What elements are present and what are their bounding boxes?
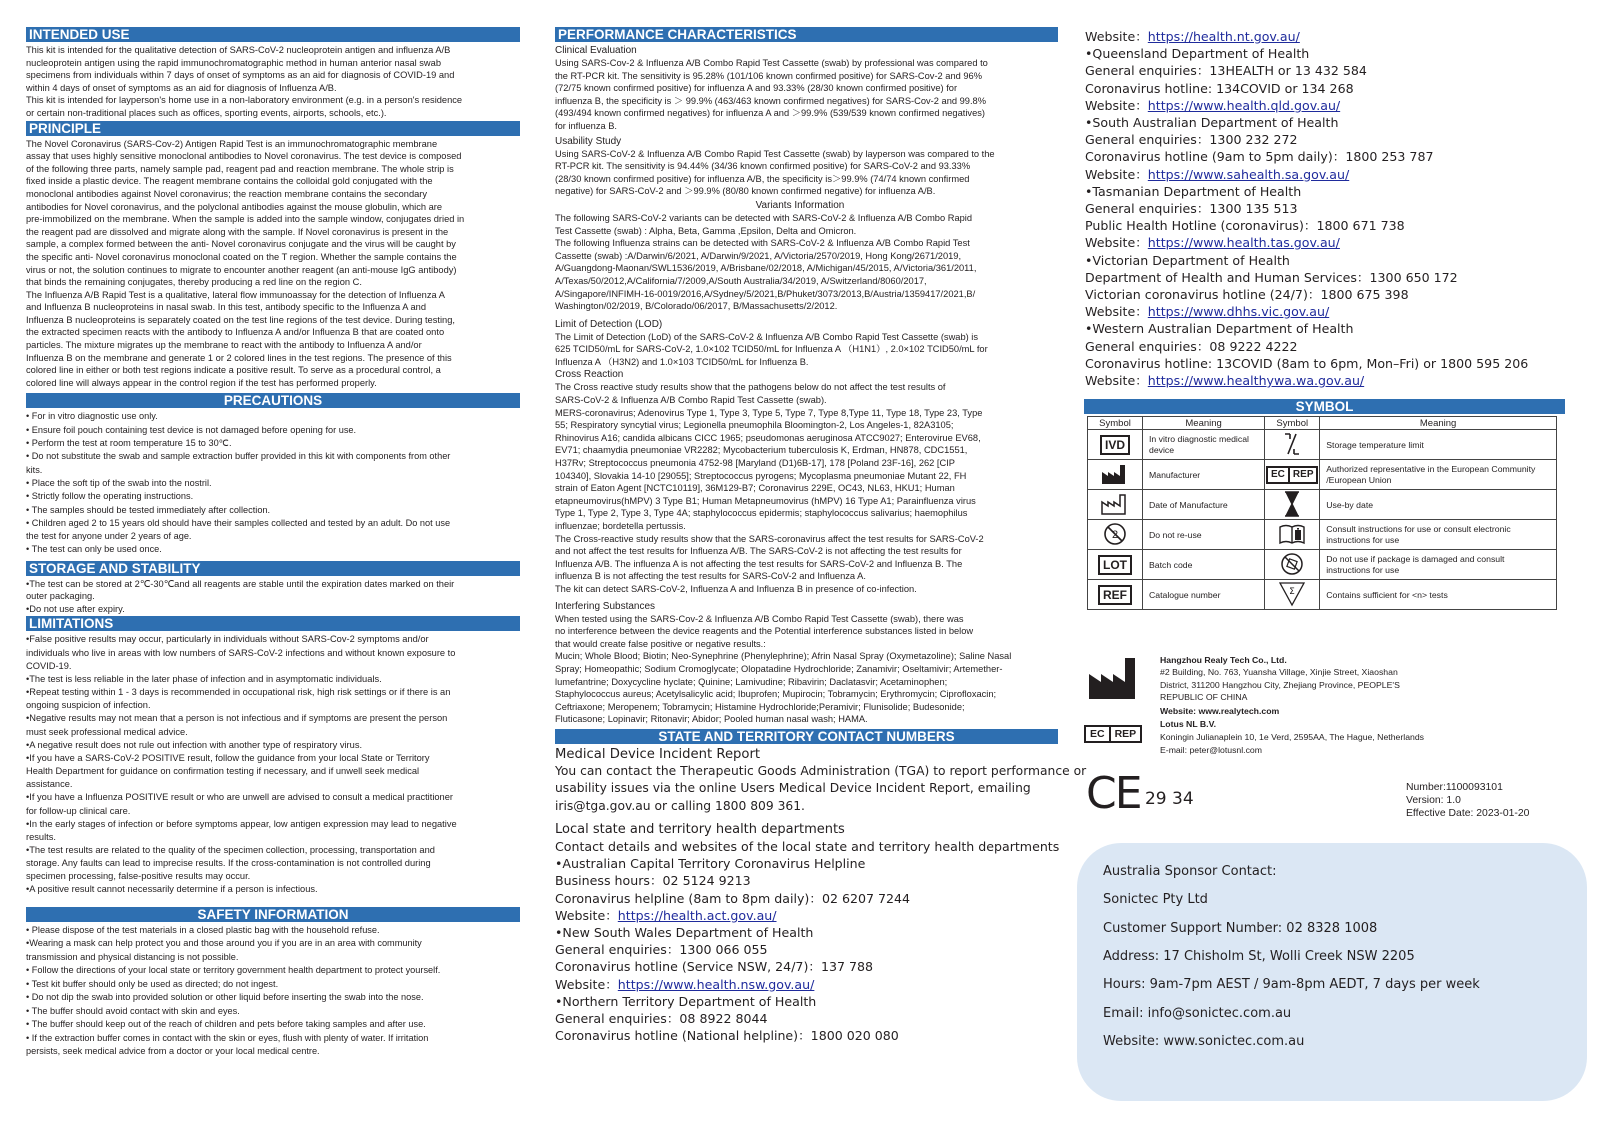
nsw-website-link[interactable]: https://www.health.nsw.gov.au/ bbox=[617, 976, 815, 992]
symbol-meaning: Consult instructions for use or consult electronic instructions for use bbox=[1320, 520, 1557, 550]
text-line: • Follow the directions of your local state or territory government health department to protect yourself. bbox=[26, 965, 441, 976]
website-label: Website： bbox=[555, 907, 618, 923]
text-line: The Limit of Detection (LoD) of the SARS-CoV-2 & Influenza A/B Combo Rapid Test Cassette (swab) is bbox=[555, 331, 979, 342]
text-line: Washington/02/2019, B/Colorado/06/2017, B/Massachusetts/2/2012. bbox=[555, 301, 838, 312]
text-line: REPUBLIC OF CHINA bbox=[1160, 691, 1248, 702]
column-right bbox=[1085, 28, 1580, 610]
text-line: •New South Wales Department of Health bbox=[555, 924, 814, 940]
text-line: You can contact the Therapeutic Goods Administration (TGA) to report performance or bbox=[555, 764, 1087, 779]
ec-rep-name: Lotus NL B.V. bbox=[1160, 719, 1216, 729]
safety-text bbox=[26, 924, 520, 1059]
text-line: Influenza A （H3N2) and 1.0×103 TCID50/mL for Influenza B. bbox=[555, 356, 809, 367]
text-line: virus or not, the solution continues to migrate to encounter another reagent (an anti-mouse IgG antibody) bbox=[26, 264, 457, 275]
tas-website-row bbox=[1085, 234, 1580, 251]
text-line: • Test kit buffer should only be used as directed; do not ingest. bbox=[26, 978, 279, 989]
sa-website-row bbox=[1085, 166, 1580, 183]
ce-mark bbox=[1086, 768, 1194, 819]
text-line: Business hours：02 5124 9213 bbox=[555, 873, 751, 889]
text-line: •If you have a SARS-CoV-2 POSITIVE result, follow the guidance from your local State or Territory bbox=[26, 752, 430, 763]
text-line: the extracted specimen reacts with the antibody to Influenza A and/or Influenza B that are coated onto bbox=[26, 327, 445, 338]
sa-website-link[interactable]: https://www.sahealth.sa.gov.au/ bbox=[1147, 166, 1350, 182]
text-line: and not affect the test results for Influenza A/B. The SARS-CoV-2 is not affecting the test results for bbox=[555, 546, 962, 557]
nsw-website-row bbox=[555, 976, 1058, 993]
text-line: monoclonal antibodies against Novel coronavirus; the reaction membrane contains the secondary bbox=[26, 188, 428, 199]
act-contact bbox=[555, 838, 1058, 907]
act-website-row bbox=[555, 907, 1058, 924]
symbol-meaning: Do not re-use bbox=[1143, 520, 1265, 550]
vic-website-link[interactable]: https://www.dhhs.vic.gov.au/ bbox=[1147, 304, 1330, 320]
symbol-table bbox=[1087, 416, 1557, 610]
text-line: individuals who live in areas with low numbers of SARS-CoV-2 infections and without known exposure to bbox=[26, 647, 456, 658]
text-line: influenzae; bordetella pertussis. bbox=[555, 521, 686, 531]
lod-heading: Limit of Detection (LOD) bbox=[555, 318, 663, 330]
text-line: • The buffer should avoid contact with skin and eyes. bbox=[26, 1005, 240, 1016]
vic-website-row bbox=[1085, 303, 1580, 320]
website-label: Website： bbox=[1085, 235, 1148, 251]
nt-website-row bbox=[1085, 28, 1580, 45]
section-title-storage: STORAGE AND STABILITY bbox=[26, 561, 520, 576]
text-line: The Influenza A/B Rapid Test is a qualitative, lateral flow immunoassay for the detection of Influenza A bbox=[26, 289, 445, 300]
svg-text:2: 2 bbox=[1111, 528, 1119, 541]
text-line: General enquiries：08 8922 8044 bbox=[555, 1010, 768, 1026]
text-line: The Novel Coronavirus (SARS-Cov-2) Antigen Rapid Test is an immunochromatographic membrane bbox=[26, 138, 438, 149]
text-line: assay that uses highly sensitive monoclonal antibodies to Novel coronavirus. The test device is composed bbox=[26, 151, 462, 162]
meaning-header: Meaning bbox=[1320, 417, 1557, 430]
text-line: Public Health Hotline (coronavirus)：1800 671 738 bbox=[1085, 218, 1405, 234]
document-info bbox=[1406, 781, 1529, 820]
text-line: • Strictly follow the operating instructions. bbox=[26, 491, 194, 502]
website-label: Website： bbox=[1085, 373, 1148, 389]
storage-text bbox=[26, 578, 520, 616]
text-line: Test Cassette (swab) : Alpha, Beta, Gamma ,Epsilon, Delta and Omicron. bbox=[555, 225, 857, 236]
text-line: Ceftriaxone; Meropenem; Tobramycin; Histamine Hydrochloride;Peramivir; Flunisolide; Budesonide; bbox=[555, 701, 965, 712]
text-line: antibodies for Novel coronavirus, and the polyclonal antibodies against the mouse globulin, which are bbox=[26, 201, 443, 212]
text-line: specimens from individuals within 7 days of onset of symptoms as an aid for diagnosis of COVID-19 and bbox=[26, 70, 455, 81]
text-line: must seek professional medical advice. bbox=[26, 726, 188, 737]
column-left bbox=[26, 26, 520, 1059]
website-label: Website： bbox=[555, 976, 618, 992]
date-of-manufacture-icon bbox=[1088, 490, 1143, 520]
text-line: •Australian Capital Territory Coronavirus Helpline bbox=[555, 856, 866, 872]
damaged-package-icon bbox=[1265, 550, 1320, 580]
text-line: • Ensure foil pouch containing test device is not damaged before opening for use. bbox=[26, 424, 357, 435]
text-line: for follow-up clinical care. bbox=[26, 805, 131, 816]
table-row bbox=[1088, 460, 1557, 490]
text-line: (28/30 known confirmed positive) for influenza A/B, the specificity is＞99.9% (74/74 known confirmed bbox=[555, 173, 970, 184]
symbol-header: Symbol bbox=[1265, 417, 1320, 430]
sponsor-address: Address: 17 Chisholm St, Wolli Creek NSW 2205 bbox=[1103, 949, 1415, 964]
text-line: • Do not substitute the swab and sample extraction buffer provided in this kit with components from other bbox=[26, 451, 451, 462]
website-label: Website： bbox=[1085, 304, 1148, 320]
text-line: A/Guangdong-Maonan/SWL1536/2019, A/Brisbane/02/2018, A/Michigan/45/2015, A/Victoria/361/2011, bbox=[555, 263, 977, 274]
text-line: Coronavirus hotline (9am to 5pm daily)：1800 253 787 bbox=[1085, 149, 1434, 165]
text-line: Effective Date: 2023-01-20 bbox=[1406, 808, 1530, 819]
svg-text:Σ: Σ bbox=[1289, 586, 1296, 597]
text-line: Coronavirus hotline (Service NSW, 24/7)：137 788 bbox=[555, 959, 874, 975]
symbol-header: Symbol bbox=[1088, 417, 1143, 430]
text-line: Version: 1.0 bbox=[1406, 795, 1461, 806]
text-line: • Please dispose of the test materials in a closed plastic bag with the household refuse. bbox=[26, 924, 380, 935]
cross-heading: Cross Reaction bbox=[555, 369, 624, 381]
text-line: MERS-coronavirus; Adenovirus Type 1, Type 3, Type 5, Type 7, Type 8,Type 11, Type 18, Type 23, Type bbox=[555, 407, 983, 418]
text-line: RT-PCR kit. The sensitivity is 94.44% (34/36 known confirmed positive) for SARS-CoV-2 and 93.33% bbox=[555, 161, 971, 172]
text-line: When tested using the SARS-Cov-2 & Influenza A/B Combo Rapid Test Cassette (swab), there was bbox=[555, 613, 964, 624]
meaning-header: Meaning bbox=[1143, 417, 1265, 430]
text-line: COVID-19. bbox=[26, 660, 72, 671]
table-row bbox=[1088, 430, 1557, 460]
text-line: the RT-PCR kit. The sensitivity is 95.28% (101/106 known confirmed positive) for SARS-Cov-2 and 96% bbox=[555, 70, 982, 81]
lod-text bbox=[555, 331, 1058, 369]
lot-icon: LOT bbox=[1088, 550, 1143, 580]
text-line: Using SARS-Cov-2 & Influenza A/B Combo Rapid Test Cassette (swab) by professional was compared to bbox=[555, 58, 988, 68]
text-line: sample, a complex formed between the anti- Novel coronavirus conjugate and the virus will be caught by bbox=[26, 239, 456, 250]
incident-text bbox=[555, 763, 1087, 815]
text-line: General enquiries：1300 066 055 bbox=[555, 942, 768, 958]
interfering-heading: Interfering Substances bbox=[555, 600, 656, 612]
text-line: that binds the remaining conjugates, thereby producing a red line on the region C. bbox=[26, 277, 362, 288]
text-line: influenza B, the specificity is ＞ 99.9% (463/463 known confirmed negatives) for SARS-Cov-2 and 99.8% bbox=[555, 95, 986, 106]
section-title-precautions: PRECAUTIONS bbox=[26, 393, 520, 408]
text-line: •Wearing a mask can help protect you and those around you if you are in an area with community bbox=[26, 938, 422, 949]
text-line: •The test can be stored at 2℃-30℃and all reagents are stable until the expiration dates marked on their bbox=[26, 578, 455, 589]
text-line: outer packaging. bbox=[26, 591, 95, 602]
text-line: • Perform the test at room temperature 15 to 30℃. bbox=[26, 438, 232, 449]
tas-contact bbox=[1085, 183, 1580, 235]
text-line: The Cross reactive study results show that the pathogens below do not affect the test results of bbox=[555, 382, 946, 393]
text-line: or certain non-traditional places such as offices, sporting events, airports, schools, etc.). bbox=[26, 107, 387, 118]
text-line: •In the early stages of infection or before symptoms appear, low antigen expression may lead to negative bbox=[26, 818, 457, 829]
qld-contact bbox=[1085, 45, 1580, 97]
text-line: results. bbox=[26, 831, 56, 842]
usability-heading: Usability Study bbox=[555, 135, 622, 147]
text-line: for influenza B. bbox=[555, 120, 618, 131]
text-line: influenza B is not affecting the test results for SARS-CoV-2 and Influenza A. bbox=[555, 571, 866, 582]
website-label: Website： bbox=[1085, 166, 1148, 182]
manufacturer-icon bbox=[1088, 656, 1146, 700]
text-line: Fluticasone; Lopinavir; Ritonavir; Abidor; Pooled human nasal wash; HAMA. bbox=[555, 714, 868, 725]
text-line: colored line in either or both test regions indicate a positive result. To serve as a procedural control, a bbox=[26, 365, 441, 376]
text-line: Mucin; Whole Blood; Biotin; Neo-Synephrine (Phenylephrine); Afrin Nasal Spray (Oxymetazoline); Saline Nasal bbox=[555, 651, 1012, 662]
text-line: 104340], Slovakia 14-10 [29055]; Streptococcus pyrogens; Mycoplasma pneumoniae Mutant 22, FH bbox=[555, 470, 967, 481]
clinical-heading: Clinical Evaluation bbox=[555, 45, 637, 56]
contains-sufficient-icon bbox=[1265, 580, 1320, 610]
symbol-meaning: Manufacturer bbox=[1143, 460, 1265, 490]
wa-website-row bbox=[1085, 372, 1580, 389]
website-label: Website： bbox=[1085, 97, 1148, 113]
act-website-link[interactable]: https://health.act.gov.au/ bbox=[617, 907, 777, 923]
text-line: General enquiries：08 9222 4222 bbox=[1085, 338, 1298, 354]
sa-contact bbox=[1085, 114, 1580, 166]
text-line: 55; Respiratory syncytial virus; Legionella pneumophila Bloomington-2, Los Angeles-1, 82A3105; bbox=[555, 420, 954, 431]
text-line: •Tasmanian Department of Health bbox=[1085, 183, 1302, 199]
text-line: 625 TCID50/mL for SARS-CoV-2, 1.0×102 TCID50/mL for Influenza A （H1N1）, 2.0×102 TCID50/mL for bbox=[555, 344, 988, 355]
ivd-icon: IVD bbox=[1088, 430, 1143, 460]
text-line: transmission and physical distancing is not possible. bbox=[26, 951, 239, 962]
text-line: A/Texas/50/2012,A/California/7/2009,A/South Australia/34/2019, A/Switzerland/8060/2017, bbox=[555, 275, 927, 286]
sponsor-contact-box bbox=[1077, 843, 1587, 1101]
text-line: • The samples should be tested immediately after collection. bbox=[26, 504, 271, 515]
notified-body-number: 29 34 bbox=[1144, 789, 1194, 809]
text-line: Spray; Homeopathic; Sodium Cromoglycate; Olopatadine Hydrochloride; Zanamivir; Oseltamivir; Artemether- bbox=[555, 663, 1003, 674]
symbol-meaning: Authorized representative in the European Community /European Union bbox=[1320, 460, 1557, 490]
text-line: • If the extraction buffer comes in contact with the skin or eyes, flush with plenty of water. If irritation bbox=[26, 1032, 429, 1043]
principle-text bbox=[26, 138, 520, 390]
text-line: This kit is intended for layperson's home use in a non-laboratory environment (e.g. in a person's residence bbox=[26, 95, 463, 106]
manufacturer-address bbox=[1160, 666, 1460, 703]
symbol-meaning: Contains sufficient for <n> tests bbox=[1320, 580, 1557, 610]
sponsor-phone: Customer Support Number: 02 8328 1008 bbox=[1103, 921, 1378, 936]
text-line: •A positive result cannot necessarily determine if a person is infectious. bbox=[26, 884, 318, 895]
column-middle bbox=[555, 26, 1087, 1044]
table-row bbox=[1088, 550, 1557, 580]
qld-website-link[interactable]: https://www.health.qld.gov.au/ bbox=[1147, 97, 1341, 113]
wa-website-link[interactable]: https://www.healthywa.wa.gov.au/ bbox=[1147, 373, 1365, 389]
usability-text bbox=[555, 148, 1058, 198]
text-line: The Cross-reactive study results show that the SARS-coronavirus affect the test results for SARS-CoV-2 bbox=[555, 533, 984, 544]
nsw-contact bbox=[555, 924, 1058, 976]
sponsor-name: Sonictec Pty Ltd bbox=[1103, 892, 1208, 907]
text-line: negative) for SARS-CoV-2 and ＞99.9% (80/80 known confirmed negative) for influenza A/B. bbox=[555, 186, 936, 197]
nt-website-link[interactable]: https://health.nt.gov.au/ bbox=[1147, 29, 1300, 44]
text-line: usability issues via the online Users Medical Device Incident Report, emailing bbox=[555, 781, 1031, 796]
vic-contact bbox=[1085, 252, 1580, 304]
section-title-principle: PRINCIPLE bbox=[26, 121, 520, 136]
nt-contact bbox=[555, 993, 1058, 1045]
text-line: Type 1, Type 2, Type 3, Type 4A; staphylococcus epidermis; staphylococcus salivarius; haemophilus bbox=[555, 508, 968, 519]
sponsor-heading: Australia Sponsor Contact: bbox=[1103, 864, 1277, 879]
hourglass-icon bbox=[1265, 490, 1320, 520]
limitations-text bbox=[26, 633, 520, 896]
variants-text bbox=[555, 212, 1058, 313]
text-line: of the following three parts, namely sample pad, reagent pad and reaction membrane. The whole strip is bbox=[26, 163, 454, 174]
text-line: • Children aged 2 to 15 years old should have their samples collected and tested by an adult. Do not use bbox=[26, 517, 451, 528]
text-line: the test for anyone under 2 years of age. bbox=[26, 531, 192, 542]
manufacturer-website: Website: www.realytech.com bbox=[1160, 706, 1280, 717]
text-line: kits. bbox=[26, 464, 43, 475]
temperature-limit-icon bbox=[1265, 430, 1320, 460]
website-label: Website： bbox=[1085, 29, 1148, 44]
incident-heading: Medical Device Incident Report bbox=[555, 746, 761, 762]
text-line: EV71; chaamydia pneumoniae VR2282; Mycobacterium tuberculosis K, Erdman, HN878, CDC1551, bbox=[555, 445, 968, 456]
text-line: Coronavirus hotline (National helpline)：1800 020 080 bbox=[555, 1028, 899, 1044]
clinical-text bbox=[555, 57, 1058, 133]
text-line: ongoing suspicion of infection. bbox=[26, 700, 151, 711]
text-line: •South Australian Department of Health bbox=[1085, 115, 1339, 131]
text-line: Coronavirus hotline: 13COVID (8am to 6pm, Mon–Fri) or 1800 595 206 bbox=[1085, 355, 1529, 371]
text-line: (72/75 known confirmed positive) for influenza A and 93.33% (28/30 known confirmed positive) for bbox=[555, 83, 958, 94]
symbol-meaning: Batch code bbox=[1143, 550, 1265, 580]
text-line: Cassette (swab) :A/Darwin/6/2021, A/Darwin/9/2021, A/Victoria/2570/2019, Hong Kong/2671/2019, bbox=[555, 250, 962, 261]
tas-website-link[interactable]: https://www.health.tas.gov.au/ bbox=[1147, 235, 1340, 251]
text-line: Coronavirus helpline (8am to 8pm daily)：02 6207 7244 bbox=[555, 890, 911, 906]
text-line: Coronavirus hotline: 134COVID or 134 268 bbox=[1085, 80, 1354, 96]
text-line: Department of Health and Human Services：1300 650 172 bbox=[1085, 269, 1458, 285]
text-line: • Place the soft tip of the swab into the nostril. bbox=[26, 477, 212, 488]
text-line: storage. Any faults can lead to imprecise results. If the cross-contamination is not controlled during bbox=[26, 858, 431, 869]
table-row bbox=[1088, 490, 1557, 520]
text-line: Victorian coronavirus hotline (24/7)：1800 675 398 bbox=[1085, 287, 1409, 303]
text-line: The kit can detect SARS-CoV-2, Influenza A and Influenza B in presence of co-infection. bbox=[555, 583, 917, 594]
text-line: persists, seek medical advice from a doctor or your local medical centre. bbox=[26, 1046, 320, 1057]
text-line: the reagent pad are dissolved and migrate along with the sample. If Novel coronavirus is present in the bbox=[26, 226, 449, 237]
text-line: that would create false positive or negative results.: bbox=[555, 638, 766, 649]
text-line: (493/494 known confirmed negatives) for influenza A and ＞99.9% (539/539 known confirmed negatives) bbox=[555, 108, 985, 119]
text-line: •Victorian Department of Health bbox=[1085, 252, 1290, 268]
text-line: District, 311200 Hangzhou City, Zhejiang Province, PEOPLE'S bbox=[1160, 679, 1400, 690]
text-line: lumefantrine; Doxycycline hyclate; Quinine; Lamivudine; Ribavirin; Daclatasvir; Acetaminophen; bbox=[555, 676, 948, 687]
text-line: • The test can only be used once. bbox=[26, 544, 162, 555]
symbol-meaning: Do not use if package is damaged and consult instructions for use bbox=[1320, 550, 1557, 580]
symbol-meaning: Date of Manufacture bbox=[1143, 490, 1265, 520]
text-line: This kit is intended for the qualitative detection of SARS-CoV-2 nucleoprotein antigen and influenza A/B bbox=[26, 45, 451, 55]
sponsor-hours: Hours: 9am-7pm AEST / 9am-8pm AEDT, 7 days per week bbox=[1103, 977, 1480, 992]
text-line: General enquiries：1300 135 513 bbox=[1085, 201, 1298, 217]
text-line: •A negative result does not rule out infection with another type of respiratory virus. bbox=[26, 739, 363, 750]
text-line: Influenza B nucleoproteins is separately coated on the test line regions of the test device. During testing, bbox=[26, 314, 455, 325]
qld-website-row bbox=[1085, 97, 1580, 114]
text-line: no interference between the device reagents and the Potential interference substances listed in below bbox=[555, 626, 974, 637]
text-line: •Negative results may not mean that a person is not infectious and if symptoms are present the person bbox=[26, 713, 448, 724]
symbol-meaning: Use-by date bbox=[1320, 490, 1557, 520]
text-line: within 4 days of onset of symptoms as an aid for diagnosis of Influenza A/B. bbox=[26, 82, 337, 93]
text-line: strain of Eaton Agent [NCTC10119], 36M129-B7; Coronavirus 229E, OC43, NL63, HKU1; Human bbox=[555, 483, 955, 494]
text-line: •Do not use after expiry. bbox=[26, 603, 125, 614]
wa-contact bbox=[1085, 320, 1580, 372]
cross-text bbox=[555, 381, 1058, 595]
text-line: pre-immobilized on the membrane. When the sample is added into the sample window, conjugates dried in bbox=[26, 214, 465, 225]
text-line: and Influenza B nucleoproteins in nasal swab. In this test, antibody specific to the Influenza A and bbox=[26, 302, 427, 313]
sponsor-email[interactable]: Email: info@sonictec.com.au bbox=[1103, 1006, 1292, 1021]
ce-logo: CE bbox=[1086, 768, 1141, 819]
text-line: Contact details and websites of the local state and territory health departments bbox=[555, 838, 1060, 854]
manufacturer-icon bbox=[1088, 460, 1143, 490]
section-title-safety: SAFETY INFORMATION bbox=[26, 907, 520, 922]
text-line: Influenza B on the membrane and generate 1 or 2 colored lines in the test regions. The presence of this bbox=[26, 352, 452, 363]
intended-use-text bbox=[26, 44, 520, 120]
text-line: H37Rv; Streptococcus pneumonia 4752-98 [Maryland (D1)6B-17], 178 [Poland 23F-16], 262 [CIP bbox=[555, 458, 955, 469]
text-line: The following Influenza strains can be detected with SARS-CoV-2 & Influenza A/B Combo Rapid Test bbox=[555, 238, 970, 249]
ec-rep-address: Koningin Julianaplein 10, 1e Verd, 2595AA, The Hague, Netherlands bbox=[1160, 732, 1425, 742]
text-line: nucleoprotein antigen using the rapid immunochromatographic method in human anterior nasal swab bbox=[26, 57, 441, 68]
text-line: • The buffer should keep out of the reach of children and pets before taking samples and after use. bbox=[26, 1019, 426, 1030]
text-line: •The test is less reliable in the later phase of infection and in asymptomatic individuals. bbox=[26, 673, 382, 684]
text-line: •False positive results may occur, particularly in individuals without SARS-Cov-2 symptoms and/or bbox=[26, 634, 429, 645]
ec-rep-icon: EC REP bbox=[1084, 724, 1142, 743]
variants-heading: Variants Information bbox=[755, 199, 845, 211]
text-line: particles. The mixture migrates up the membrane to react with the antibody to Influenza A and/or bbox=[26, 340, 422, 351]
text-line: •Repeat testing within 1 - 3 days is recommended in occupational risk, high risk settings or if there is an bbox=[26, 687, 451, 698]
text-line: etapneumovirus(hMPV) 3 Type B1; Human Metapneumovirus (hMPV) 16 Type A1; Parainfluenza virus bbox=[555, 495, 976, 506]
table-row bbox=[1088, 580, 1557, 610]
symbol-meaning: In vitro diagnostic medical device bbox=[1143, 430, 1265, 460]
ec-rep-icon: EC REP bbox=[1265, 460, 1320, 490]
text-line: •Northern Territory Department of Health bbox=[555, 993, 817, 1009]
sponsor-website[interactable]: Website: www.sonictec.com.au bbox=[1103, 1034, 1305, 1049]
text-line: General enquiries：1300 232 272 bbox=[1085, 132, 1298, 148]
text-line: Rhinovirus A16; candida albicans CICC 1965; pseudomonas aeruginosa ATCC9027; Enterovirue EV68, bbox=[555, 432, 981, 443]
text-line: the specific anti- Novel coronavirus monoclonal coated on the T region. Whether the sample contains the bbox=[26, 251, 457, 262]
text-line: specimen processing, false-positive results may occur. bbox=[26, 871, 251, 882]
precautions-text bbox=[26, 410, 520, 556]
manufacturer-name: Hangzhou Realy Tech Co., Ltd. bbox=[1160, 655, 1287, 665]
text-line: Number:1100093101 bbox=[1406, 782, 1503, 793]
text-line: •Western Australian Department of Health bbox=[1085, 321, 1354, 337]
ref-icon: REF bbox=[1088, 580, 1143, 610]
text-line: #2 Building, No. 763, Yuansha Village, Xinjie Street, Xiaoshan bbox=[1160, 667, 1398, 678]
ec-rep-email: E-mail: peter@lotusnl.com bbox=[1160, 745, 1263, 755]
text-line: Influenza A/B. The influenza A is not affecting the test results for SARS-CoV-2 and Influenza B. The bbox=[555, 558, 963, 569]
section-title-symbol: SYMBOL bbox=[1084, 399, 1565, 414]
text-line: Staphylococcus aureus; Acetylsalicylic acid; Ibuprofen; Mupirocin; Tobramycin; Erythromycin; Ciprofloxacin; bbox=[555, 689, 997, 700]
section-title-intended-use: INTENDED USE bbox=[26, 27, 520, 42]
symbol-meaning: Storage temperature limit bbox=[1320, 430, 1557, 460]
text-line: SARS-CoV-2 & Influenza A/B Combo Rapid Test Cassette (swab). bbox=[555, 395, 827, 406]
text-line: iris@tga.gov.au or calling 1800 809 361. bbox=[555, 798, 805, 813]
section-title-limitations: LIMITATIONS bbox=[26, 616, 520, 631]
text-line: colored line will always appear in the control region if the test has performed properly. bbox=[26, 377, 377, 388]
consult-instructions-icon bbox=[1265, 520, 1320, 550]
text-line: The following SARS-CoV-2 variants can be detected with SARS-CoV-2 & Influenza A/B Combo Rapid bbox=[555, 212, 973, 223]
text-line: assistance. bbox=[26, 779, 73, 790]
text-line: • For in vitro diagnostic use only. bbox=[26, 411, 158, 422]
text-line: •Queensland Department of Health bbox=[1085, 46, 1310, 62]
local-heading: Local state and territory health departments bbox=[555, 821, 845, 837]
text-line: General enquiries：13HEALTH or 13 432 584 bbox=[1085, 63, 1367, 79]
text-line: fixed inside a plastic device. The reagent membrane contains the colloidal gold conjugated with the bbox=[26, 176, 433, 187]
do-not-reuse-icon bbox=[1088, 520, 1143, 550]
table-row bbox=[1088, 520, 1557, 550]
section-title-performance: PERFORMANCE CHARACTERISTICS bbox=[555, 27, 1058, 42]
interfering-text bbox=[555, 613, 1058, 726]
text-line: •The test results are related to the quality of the specimen collection, processing, transportation and bbox=[26, 844, 435, 855]
text-line: • Do not dip the swab into provided solution or other liquid before inserting the swab into the nose. bbox=[26, 992, 424, 1003]
text-line: •If you have a Influenza POSITIVE result or who are unwell are advised to consult a medical practitioner bbox=[26, 792, 453, 803]
section-title-state-contacts: STATE AND TERRITORY CONTACT NUMBERS bbox=[555, 729, 1058, 744]
text-line: Health Department for guidance on confirmation testing if necessary, and if unwell seek medical bbox=[26, 766, 420, 777]
text-line: A/Singapore/INFIMH-16-0019/2016,A/Sydney/5/2021,B/Phuket/3073/2013,B/Austria/1359417/2021,B/ bbox=[555, 288, 976, 299]
symbol-meaning: Catalogue number bbox=[1143, 580, 1265, 610]
text-line: Using SARS-CoV-2 & Influenza A/B Combo Rapid Test Cassette (swab) by layperson was compared to the bbox=[555, 148, 995, 159]
